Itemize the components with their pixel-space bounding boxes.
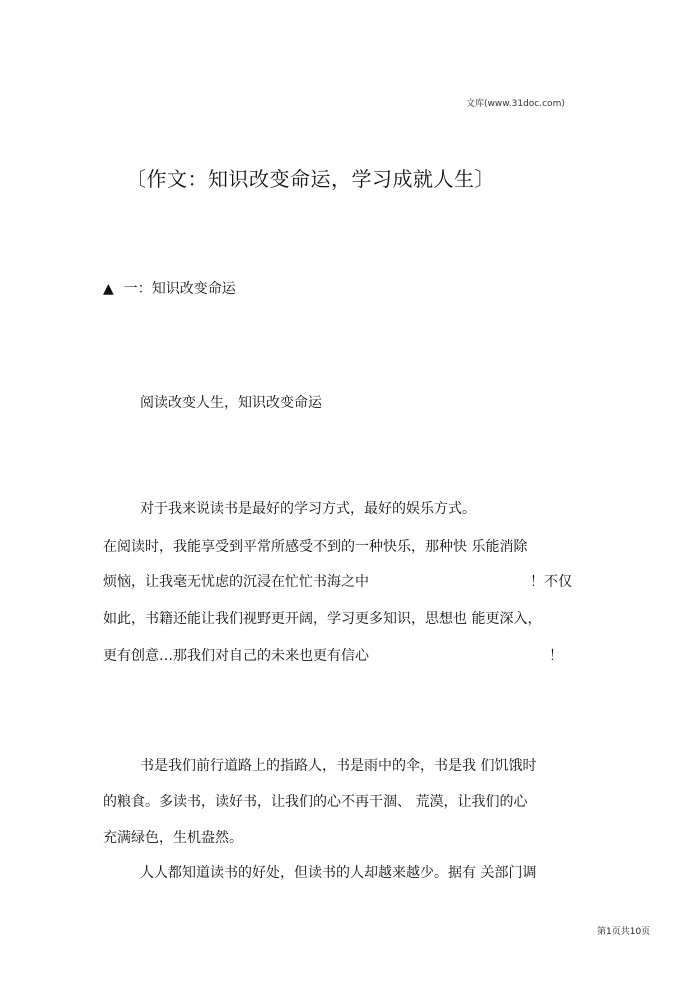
paragraph-line: ！ xyxy=(549,648,563,664)
section-heading-text: 一：知识改变命运 xyxy=(123,281,236,297)
paragraph-line: 烦恼，让我毫无忧虑的沉浸在忙忙书海之中 xyxy=(103,574,369,590)
paragraph-line: 更有创意…那我们对自己的未来也更有信心 xyxy=(103,648,369,664)
subtitle-line: 阅读改变人生，知识改变命运 xyxy=(140,395,322,411)
triangle-marker-icon: ▲ xyxy=(103,281,114,297)
source-watermark: 文库(www.31doc.com) xyxy=(466,99,565,109)
section-heading xyxy=(103,278,236,298)
paragraph-line: 对于我来说读书是最好的学习方式，最好的娱乐方式。 xyxy=(140,501,476,517)
page-title: 〔作文：知识改变命运，学习成就人生〕 xyxy=(126,167,495,191)
paragraph-line: 人人都知道读书的好处，但读书的人却越来越少。据有 关部门调 xyxy=(140,865,537,881)
paragraph-line: ！不仅 xyxy=(530,574,572,590)
paragraph-line: 书是我们前行道路上的指路人，书是雨中的伞，书是我 们饥饿时 xyxy=(140,758,537,774)
paragraph-line: 如此，书籍还能让我们视野更开阔，学习更多知识，思想也 能更深入， xyxy=(103,611,542,627)
page-number: 第1页共10页 xyxy=(597,927,651,937)
paragraph-line: 在阅读时，我能享受到平常所感受不到的一种快乐，那种快 乐能消除 xyxy=(103,539,528,555)
paragraph-line: 的粮食。多读书，读好书，让我们的心不再干涸、 荒漠，让我们的心 xyxy=(103,794,528,810)
paragraph-line: 充满绿色，生机盎然。 xyxy=(103,830,243,846)
